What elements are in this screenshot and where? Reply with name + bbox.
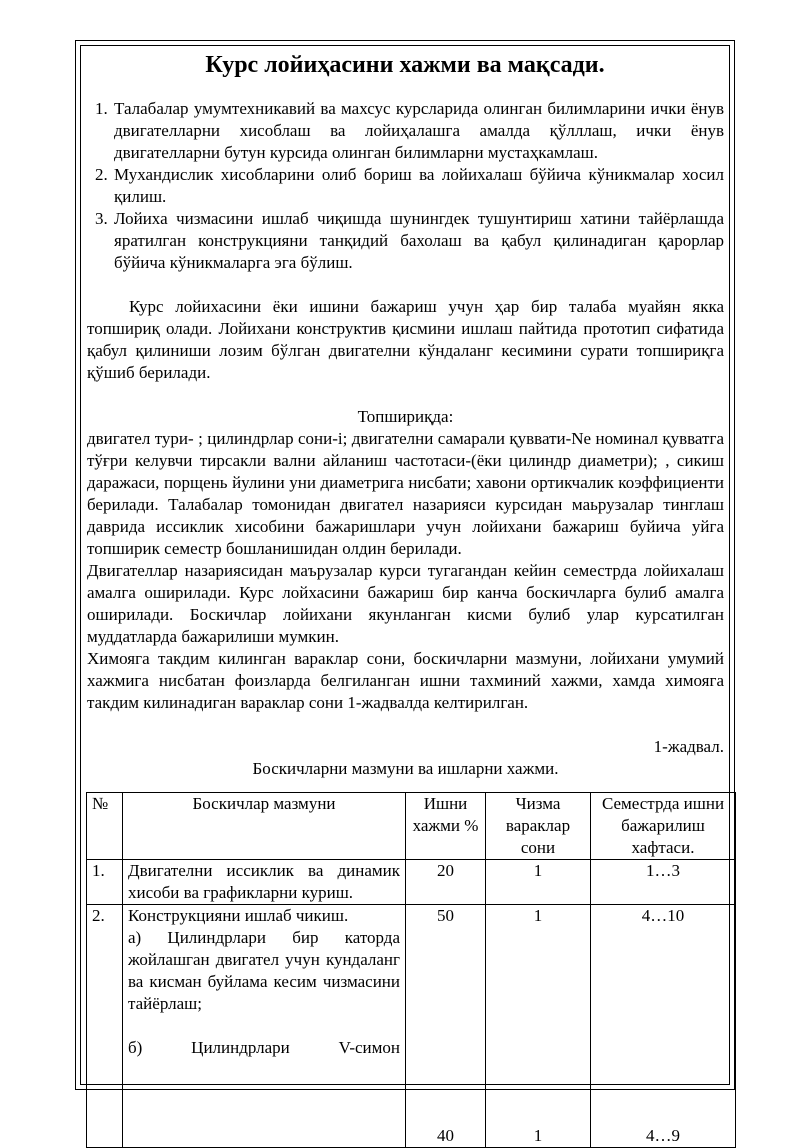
topshiriq-heading: Топшириқда:	[357, 407, 454, 426]
row-number: 2.	[87, 905, 123, 1148]
header-weeks: Семестрда ишни бажарилиш хафтаси.	[591, 793, 736, 860]
row-content-b: б) Цилиндрлари V-симон	[128, 1038, 400, 1057]
row-content: Двигателни иссиклик ва динамик хисоби ва графикларни куриш.	[123, 860, 406, 905]
header-number: №	[87, 793, 123, 860]
header-content: Боскичлар мазмуни	[123, 793, 406, 860]
row-sheets-b: 1	[533, 1126, 543, 1145]
row-sheets-main: 1	[533, 906, 543, 925]
row-weeks	[591, 905, 736, 1148]
row-volume-b: 40	[437, 1126, 454, 1145]
table-row	[87, 905, 736, 1148]
header-sheets: Чизма вараклар сони	[486, 793, 591, 860]
row-volume: 20	[406, 860, 486, 905]
table-reference: 1-жадвал.	[653, 737, 724, 756]
row-content	[123, 905, 406, 1148]
table-header-row	[87, 793, 736, 860]
row-weeks: 1…3	[591, 860, 736, 905]
table-caption: Боскичларни мазмуни ва ишларни хажми.	[252, 759, 559, 778]
table-row	[87, 860, 736, 905]
intro-paragraph: Курс лойихасини ёки ишини бажариш учун ҳар бир талаба муайян якка топшириқ олади. Лойихани конструктив қисмини ишлаш пайтида прототип сифатида қабул қилиниши лозим бўлган двигателни кўндаланг кесимини сурати топшириқга қўшиб берилади.	[87, 297, 724, 382]
row-sheets	[486, 905, 591, 1148]
goal-item: 2. Мухандислик хисобларини олиб бориш ва лойихалаш бўйича кўникмалар хосил қилиш.	[112, 164, 724, 208]
topshiriq-paragraph: двигател тури- ; цилиндрлар сони-i; двигателни самарали қуввати-Ne номинал қувватга тўғри келувчи тирсакли вални айланиш частотаси-(ёки цилиндр диаметри); , сикиш даражаси, порщень йулини уни диаметрига нисбати; хавони ортикчалик коэффициенти берилади. Талабалар томонидан двигател назарияси курсидан маьрузалар тинглаш даврида иссиклик хисобини бажаришлари учун лойихани бажариш буйича уйга топширик семестр бошланишидан олдин берилади.	[87, 429, 724, 558]
goal-item: 1. Талабалар умумтехникавий ва махсус курсларида олинган билимларини ички ёнув двигателларни хисоблаш ва лойиҳалашга амалда қўлллаш, ички ёнув двигателларни бутун курсида олинган билимларни мустаҳкамлаш.	[112, 98, 724, 164]
row-weeks-b: 4…9	[646, 1126, 680, 1145]
row-content-main: Конструкцияни ишлаб чикиш.	[128, 906, 349, 925]
topshiriq-paragraph: Двигателлар назариясидан маърузалар курси тугагандан кейин семестрда лойихалаш амалга оширилади. Курс лойхасини бажариш бир канча боскичларга булиб амалга оширилади. Боскичлар лойихани якунланган кисми булиб улар курсатилган муддатларда бажарилиши мумкин.	[87, 561, 724, 646]
row-volume	[406, 905, 486, 1148]
header-volume: Ишни хажми %	[406, 793, 486, 860]
stages-table	[86, 792, 736, 1148]
topshiriq-paragraph: Химояга такдим килинган вараклар сони, боскичларни мазмуни, лойихани умумий хажмига нисбатан фоизларда белгиланган ишни тахминий хажми, хамда химояга такдим килинадиган вараклар сони 1-жадвалда келтирилган.	[87, 649, 724, 712]
goal-item: 3. Лойиха чизмасини ишлаб чиқишда шунингдек тушунтириш хатини тайёрлашда яратилган конструкцияни танқидий бахолаш ва қабул қилинадиган қарорлар бўйича кўникмаларга эга бўлиш.	[112, 208, 724, 274]
goals-list	[87, 98, 724, 274]
row-weeks-main: 4…10	[641, 906, 685, 925]
row-volume-main: 50	[437, 906, 454, 925]
document-body	[87, 98, 724, 780]
row-number: 1.	[87, 860, 123, 905]
page-title: Курс лойиҳасини хажми ва мақсади.	[205, 52, 605, 78]
row-content-a: а) Цилиндрлари бир каторда жойлашган двигател учун кундаланг ва кисман буйлама кесим чизмасини тайёрлаш;	[128, 928, 400, 1013]
row-sheets: 1	[486, 860, 591, 905]
